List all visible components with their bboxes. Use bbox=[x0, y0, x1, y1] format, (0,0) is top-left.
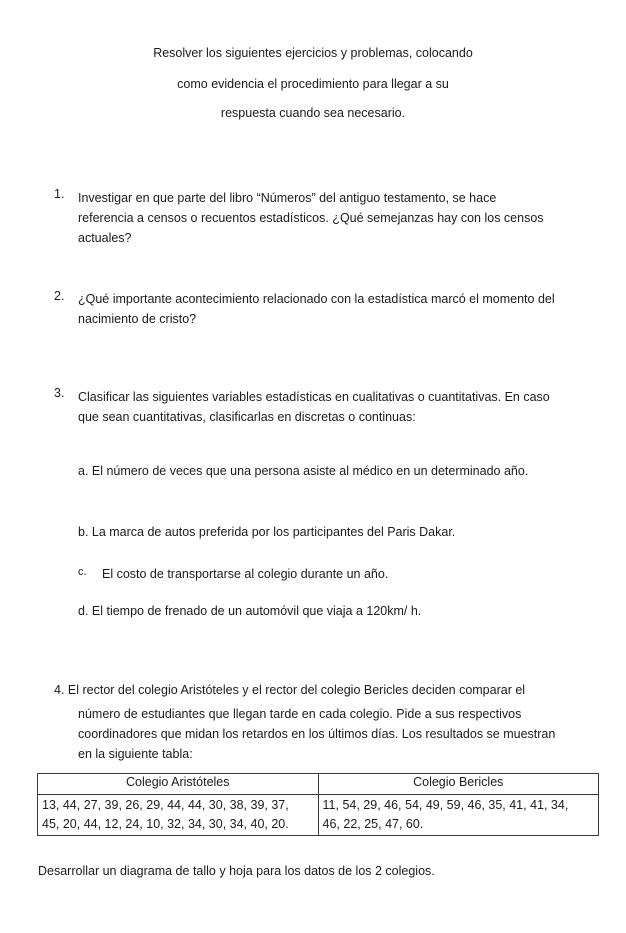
table-cell-bericles bbox=[318, 795, 598, 836]
question-2-line-2: nacimiento de cristo? bbox=[78, 312, 197, 326]
question-3-item-d: d. El tiempo de frenado de un automóvil que viaja a 120km/ h. bbox=[78, 604, 422, 618]
header-line-1: Resolver los siguientes ejercicios y problemas, colocando bbox=[153, 46, 473, 60]
question-3-item-b: b. La marca de autos preferida por los participantes del Paris Dakar. bbox=[78, 525, 456, 539]
question-3-item-c: El costo de transportarse al colegio durante un año. bbox=[102, 567, 389, 581]
aristoteles-data-line-1: 13, 44, 27, 39, 26, 29, 44, 44, 30, 38, 39, 37, bbox=[42, 798, 289, 812]
header-line-2: como evidencia el procedimiento para llegar a su bbox=[177, 77, 449, 91]
table-header-bericles: Colegio Bericles bbox=[318, 774, 598, 795]
footer-instruction: Desarrollar un diagrama de tallo y hoja para los datos de los 2 colegios. bbox=[38, 864, 435, 878]
table-header-row bbox=[38, 774, 599, 795]
question-1-line-1: Investigar en que parte del libro “Números” del antiguo testamento, se hace bbox=[78, 191, 497, 205]
question-3-item-a: a. El número de veces que una persona asiste al médico en un determinado año. bbox=[78, 464, 529, 478]
question-3 bbox=[78, 387, 550, 427]
question-3-item-c-label: c. bbox=[78, 566, 87, 578]
question-2 bbox=[78, 289, 555, 329]
question-4-line-1: 4. El rector del colegio Aristóteles y el rector del colegio Bericles deciden comparar el bbox=[54, 683, 526, 697]
table-cell-aristoteles bbox=[38, 795, 319, 836]
table-header-aristoteles: Colegio Aristóteles bbox=[38, 774, 319, 795]
question-3-line-1: Clasificar las siguientes variables estadísticas en cualitativas o cuantitativas. En caso bbox=[78, 390, 550, 404]
question-3-number: 3. bbox=[54, 386, 65, 400]
question-1 bbox=[78, 188, 544, 248]
question-4-line-4: en la siguiente tabla: bbox=[78, 747, 193, 761]
question-4-line-2: número de estudiantes que llegan tarde en cada colegio. Pide a sus respectivos bbox=[78, 707, 522, 721]
aristoteles-data-line-2: 45, 20, 44, 12, 24, 10, 32, 34, 30, 34, 40, 20. bbox=[42, 817, 289, 831]
question-1-line-3: actuales? bbox=[78, 231, 132, 245]
question-1-line-2: referencia a censos o recuentos estadísticos. ¿Qué semejanzas hay con los censos bbox=[78, 211, 544, 225]
table-row bbox=[38, 795, 599, 836]
header-line-3: respuesta cuando sea necesario. bbox=[220, 106, 406, 120]
question-4-body bbox=[78, 704, 555, 764]
question-2-number: 2. bbox=[54, 289, 65, 303]
question-2-line-1: ¿Qué importante acontecimiento relacionado con la estadística marcó el momento del bbox=[78, 292, 555, 306]
question-4-line-3: coordinadores que midan los retardos en los últimos días. Los resultados se muestran bbox=[78, 727, 556, 741]
question-1-number: 1. bbox=[54, 187, 65, 201]
question-3-line-2: que sean cuantitativas, clasificarlas en discretas o continuas: bbox=[78, 410, 416, 424]
bericles-data-line-2: 46, 22, 25, 47, 60. bbox=[322, 817, 424, 831]
bericles-data-line-1: 11, 54, 29, 46, 54, 49, 59, 46, 35, 41, 41, 34, bbox=[322, 798, 569, 812]
data-table bbox=[37, 773, 599, 836]
